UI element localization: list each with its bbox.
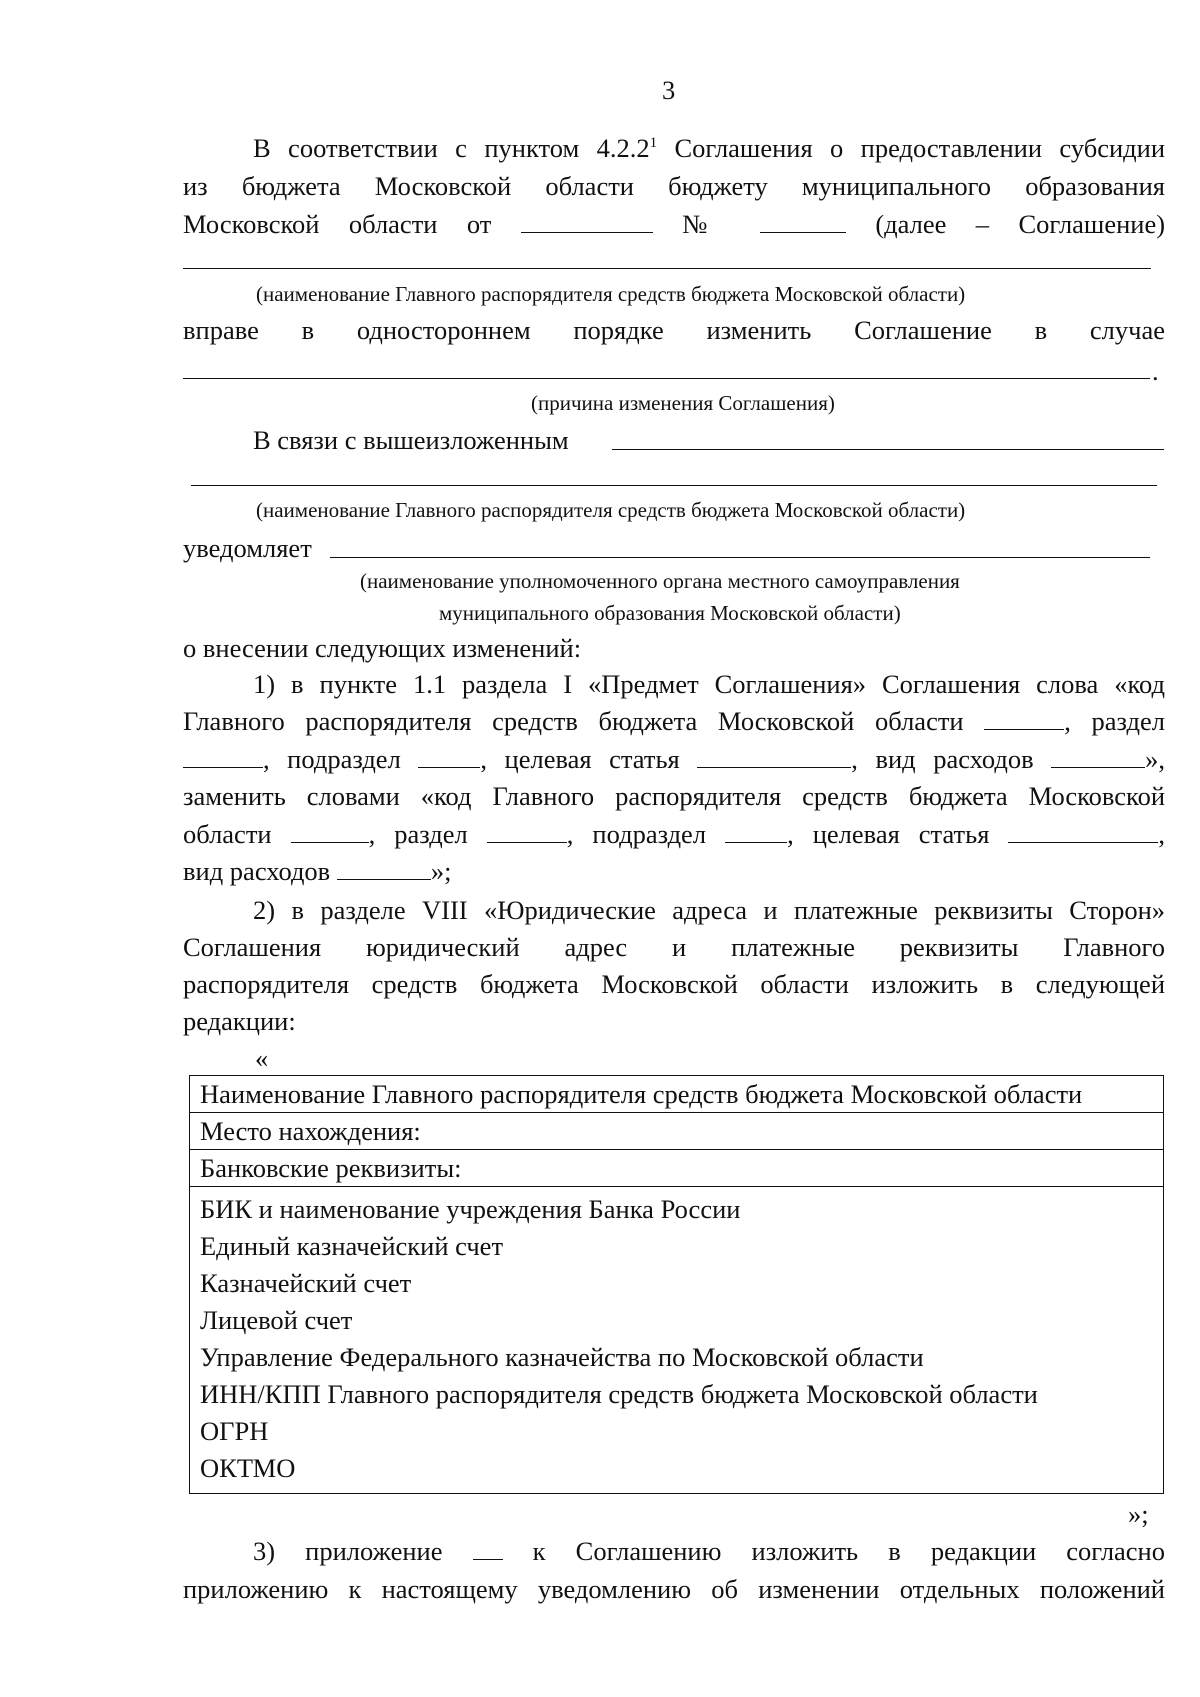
item1-line-6: вид расходов »; — [183, 856, 452, 886]
caption-main-distributor-2: (наименование Главного распорядителя средств бюджета Московской области) — [256, 498, 966, 522]
expense-type-blank-2 — [337, 857, 431, 880]
table-row-location: Место нахождения: — [190, 1113, 1163, 1150]
item1-line-4: заменить словами «код Главного распорядителя средств бюджета Московской — [183, 781, 1165, 811]
reason-blank — [183, 378, 1150, 379]
in-connection-blank — [612, 449, 1164, 450]
item2-line-4: редакции: — [183, 1006, 296, 1036]
item3-line-2: приложению к настоящему уведомлению об изменении отдельных положений — [183, 1574, 1165, 1604]
intro-line-4: вправе в одностороннем порядке изменить Соглашение в случае — [183, 315, 1165, 345]
item3-line-1: 3) приложение к Соглашению изложить в редакции согласно — [253, 1536, 1165, 1566]
requisites-table — [189, 1075, 1164, 1494]
detail-ogrn: ОГРН — [200, 1416, 269, 1446]
item2-line-3: распорядителя средств бюджета Московской области изложить в следующей — [183, 969, 1165, 999]
open-quote: « — [255, 1043, 269, 1073]
table-row-details — [190, 1187, 1163, 1493]
detail-treasury-department: Управление Федерального казначейства по Московской области — [200, 1342, 924, 1372]
detail-oktmo: ОКТМО — [200, 1453, 296, 1483]
main-distributor-blank-1 — [183, 268, 1151, 269]
subsection-blank-1 — [418, 745, 480, 768]
detail-inn-kpp: ИНН/КПП Главного распорядителя средств бюджета Московской области — [200, 1379, 1038, 1409]
target-article-blank-2 — [1008, 820, 1158, 843]
item1-line-2: Главного распорядителя средств бюджета Московской области , раздел — [183, 706, 1165, 736]
detail-personal-account: Лицевой счет — [200, 1305, 353, 1335]
detail-treasury-account: Казначейский счет — [200, 1268, 412, 1298]
local-body-blank — [330, 557, 1150, 558]
detail-bik: БИК и наименование учреждения Банка России — [200, 1194, 741, 1224]
intro-line-3: Московской области от № (далее – Соглашение) — [183, 209, 1166, 239]
intro-line-2: из бюджета Московской области бюджету муниципального образования — [183, 171, 1165, 201]
table-row-name: Наименование Главного распорядителя средств бюджета Московской области — [190, 1076, 1163, 1113]
code-blank-2 — [291, 820, 369, 843]
in-connection-line: В связи с вышеизложенным — [253, 425, 569, 455]
agreement-number-blank — [760, 210, 846, 233]
item1-line-1: 1) в пункте 1.1 раздела I «Предмет Соглашения» Соглашения слова «код — [253, 669, 1165, 699]
agreement-date-blank — [521, 210, 653, 233]
reason-period: . — [1152, 356, 1159, 386]
appendix-number-blank — [473, 1537, 503, 1560]
changes-intro: о внесении следующих изменений: — [183, 633, 582, 663]
subsection-blank-2 — [725, 820, 787, 843]
item2-line-1: 2) в разделе VIII «Юридические адреса и платежные реквизиты Сторон» — [253, 895, 1165, 925]
close-quote: »; — [1128, 1499, 1149, 1529]
notifies-label: уведомляет — [183, 533, 312, 563]
item1-line-3: , подраздел , целевая статья , вид расходов », — [183, 743, 1165, 775]
caption-reason: (причина изменения Соглашения) — [531, 391, 835, 415]
item2-line-2: Соглашения юридический адрес и платежные реквизиты Главного — [183, 932, 1165, 962]
caption-local-body-2: муниципального образования Московской области) — [439, 601, 901, 625]
code-blank-1 — [984, 707, 1064, 730]
page-number: 3 — [662, 75, 676, 105]
expense-type-blank-1 — [1051, 745, 1145, 768]
detail-single-treasury-account: Единый казначейский счет — [200, 1231, 504, 1261]
table-row-bank-details: Банковские реквизиты: — [190, 1150, 1163, 1187]
main-distributor-blank-2 — [191, 485, 1157, 486]
item1-line-5: области , раздел , подраздел , целевая статья , — [183, 819, 1166, 849]
intro-line-1: В соответствии с пунктом 4.2.2$^1$ Соглашения о предоставлении субсидии — [253, 133, 1165, 163]
section-blank-2 — [487, 820, 567, 843]
caption-local-body-1: (наименование уполномоченного органа местного самоуправления — [360, 569, 960, 593]
section-blank-1 — [183, 745, 263, 768]
target-article-blank-1 — [697, 745, 851, 768]
caption-main-distributor-1: (наименование Главного распорядителя средств бюджета Московской области) — [256, 282, 966, 306]
